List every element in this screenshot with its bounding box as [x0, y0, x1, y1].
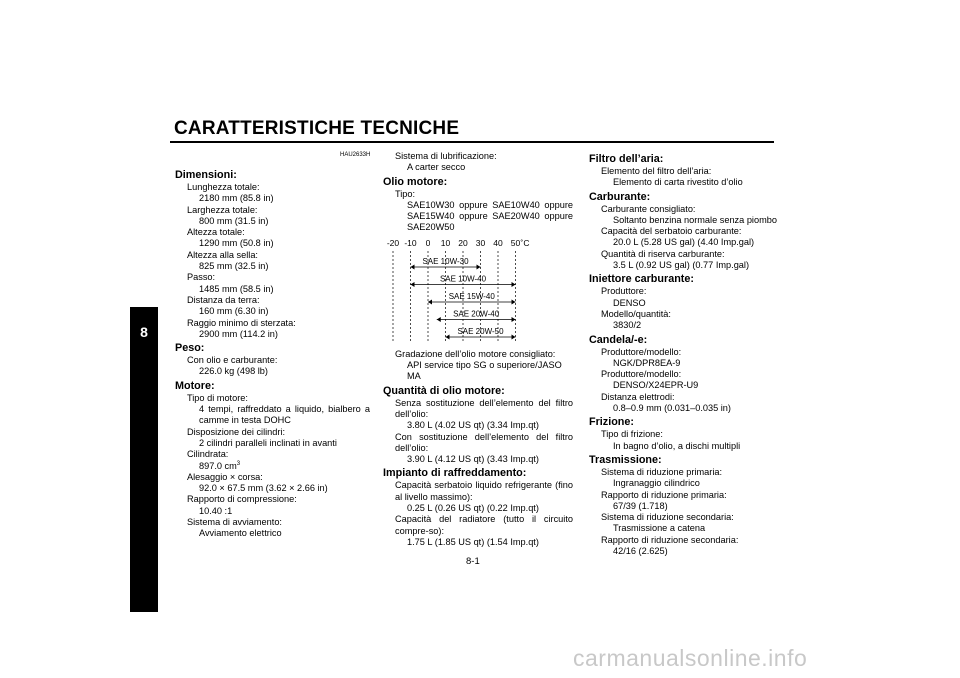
label: Sistema di riduzione primaria:: [601, 466, 723, 477]
heading-carburante: Carburante:: [589, 190, 651, 203]
temp-tick-label: -20: [386, 237, 400, 248]
chapter-tab: [130, 307, 158, 612]
grade-label: SAE 10W-40: [439, 274, 487, 284]
grade-label: SAE 15W-40: [448, 291, 495, 301]
heading-frizione: Frizione:: [589, 416, 634, 429]
heading-motore: Motore:: [175, 379, 215, 392]
value: 92.0 × 67.5 mm (3.62 × 2.66 in): [199, 483, 328, 494]
label: Capacità serbatoio liquido refrigerante (fino al livello massimo):: [395, 480, 573, 502]
heading-quantita-olio: Quantità di olio motore:: [383, 384, 505, 397]
grade-label: SAE 10W-30: [422, 256, 469, 266]
cylinder-value: 897.0 cm: [199, 460, 237, 471]
heading-peso: Peso:: [175, 342, 205, 355]
heading-candela: Candela/-e:: [589, 333, 648, 346]
label: Con sostituzione dell’elemento del filtro dell’olio:: [395, 431, 573, 453]
value: 42/16 (2.625): [613, 546, 668, 557]
temp-tick-label: 10: [440, 237, 451, 248]
label: Altezza alla sella:: [187, 249, 258, 260]
label: Rapporto di riduzione primaria:: [601, 489, 727, 500]
grade-arrow-left: [437, 317, 441, 322]
value: 2900 mm (114.2 in): [199, 328, 278, 339]
heading-iniettore: Iniettore carburante:: [589, 273, 694, 286]
label: Gradazione dell’olio motore consigliato:: [395, 348, 556, 359]
grade-arrow-left: [428, 299, 432, 304]
grade-arrow-left: [411, 282, 415, 287]
label: Rapporto di riduzione secondaria:: [601, 534, 739, 545]
value: 3.80 L (4.02 US qt) (3.34 Imp.qt): [407, 420, 539, 431]
value: 10.40 :1: [199, 505, 233, 516]
value: 4 tempi, raffreddato a liquido, bialbero a camme in testa DOHC: [199, 404, 370, 426]
label: Sistema di avviamento:: [187, 517, 282, 528]
temp-tick-label: 20: [458, 237, 468, 248]
label: Raggio minimo di sterzata:: [187, 317, 296, 328]
label: Elemento del filtro dell’aria:: [601, 166, 712, 176]
value: A carter secco: [407, 162, 466, 173]
label: Produttore:: [601, 286, 647, 297]
label: Altezza totale:: [187, 227, 245, 238]
temp-tick-label: 0: [425, 237, 431, 248]
label: Passo:: [187, 272, 216, 283]
heading-filtro-aria: Filtro dell’aria:: [589, 153, 664, 165]
column-1: [175, 167, 370, 540]
value: [175, 461, 370, 472]
grade-arrow-right: [512, 334, 516, 339]
label: Con olio e carburante:: [187, 355, 278, 366]
chapter-number: 8: [140, 324, 148, 340]
heading-dimensioni: Dimensioni:: [175, 169, 237, 181]
value: DENSO: [613, 297, 646, 308]
label: Tipo:: [395, 188, 416, 199]
grade-arrow-right: [512, 282, 516, 287]
label: Alesaggio × corsa:: [187, 471, 263, 482]
value: 226.0 kg (498 lb): [199, 366, 268, 377]
footer-watermark: carmanualsonline.info: [573, 645, 808, 671]
value: Soltanto benzina normale senza piombo: [613, 214, 777, 225]
label: Rapporto di compressione:: [187, 494, 297, 505]
heading-trasmissione: Trasmissione:: [589, 453, 662, 466]
label: Tipo di frizione:: [601, 429, 663, 440]
value: API service tipo SG o superiore/JASO MA: [407, 360, 562, 382]
grade-arrow-left: [446, 334, 450, 339]
value: 160 mm (6.30 in): [199, 306, 269, 317]
grade-arrow-right: [512, 317, 516, 322]
value: 20.0 L (5.28 US gal) (4.40 Imp.gal): [613, 237, 755, 248]
heading-olio-motore: Olio motore:: [383, 175, 448, 188]
heading-raffreddamento: Impianto di raffreddamento:: [383, 467, 527, 480]
label: Modello/quantità:: [601, 308, 671, 319]
value: 0.8–0.9 mm (0.031–0.035 in): [613, 403, 731, 414]
label: Senza sostituzione dell’elemento del filtro dell’olio:: [395, 397, 573, 419]
value: Elemento di carta rivestito d’olio: [613, 177, 743, 188]
value: DENSO/X24EPR-U9: [613, 380, 699, 391]
label: Tipo di motore:: [187, 392, 248, 403]
value: 3.90 L (4.12 US qt) (3.43 Imp.qt): [407, 454, 539, 465]
column-2: [383, 151, 573, 548]
label: Lunghezza totale:: [187, 182, 260, 192]
value: 3830/2: [613, 320, 642, 331]
label: Capacità del serbatoio carburante:: [601, 226, 742, 237]
value: 2180 mm (85.8 in): [199, 193, 274, 204]
label: Sistema di riduzione secondaria:: [601, 512, 734, 523]
grade-label: SAE 20W-50: [457, 326, 504, 336]
grade-label: SAE 20W-40: [453, 309, 500, 319]
value: 1485 mm (58.5 in): [199, 283, 274, 294]
temp-tick-label: 50: [510, 237, 521, 248]
value: 1.75 L (1.85 US qt) (1.54 Imp.qt): [407, 536, 539, 547]
value: Ingranaggio cilindrico: [613, 478, 700, 489]
label: Sistema di lubrificazione:: [395, 151, 497, 161]
value: 1290 mm (50.8 in): [199, 238, 274, 249]
label: Distanza da terra:: [187, 294, 260, 305]
value: 0.25 L (0.26 US qt) (0.22 Imp.qt): [407, 503, 539, 514]
value: Trasmissione a catena: [613, 523, 706, 534]
temp-unit-label: ˚C: [520, 237, 530, 248]
value: 800 mm (31.5 in): [199, 215, 269, 226]
temp-tick-label: -10: [404, 237, 417, 248]
title-rule: [170, 141, 774, 143]
value: In bagno d’olio, a dischi multipli: [613, 440, 741, 451]
label: Larghezza totale:: [187, 204, 258, 215]
label: Carburante consigliato:: [601, 203, 696, 214]
document-code: HAU2633H: [340, 152, 371, 158]
value: NGK/DPR8EA-9: [613, 357, 681, 368]
label: Distanza elettrodi:: [601, 391, 675, 402]
temp-tick-label: 30: [475, 237, 486, 248]
label: Disposizione dei cilindri:: [187, 426, 286, 437]
label: Quantità di riserva carburante:: [601, 248, 725, 259]
temp-tick-label: 40: [493, 237, 503, 248]
grade-arrow-right: [477, 264, 481, 269]
value: Avviamento elettrico: [199, 528, 282, 539]
value: 67/39 (1.718): [613, 500, 668, 511]
page-number: 8-1: [466, 556, 480, 567]
value: 2 cilindri paralleli inclinati in avanti: [199, 437, 337, 448]
column-3: [589, 151, 779, 557]
label: Cilindrata:: [187, 449, 229, 460]
superscript: 3: [236, 460, 241, 467]
page-title: CARATTERISTICHE TECNICHE: [174, 118, 460, 139]
label: Capacità del radiatore (tutto il circuito compre-so):: [395, 514, 573, 536]
value: 825 mm (32.5 in): [199, 261, 269, 272]
value: SAE10W30 oppure SAE10W40 oppure SAE15W40 oppure SAE20W40 oppure SAE20W50: [407, 199, 573, 233]
grade-arrow-right: [512, 299, 516, 304]
label: Produttore/modello:: [601, 369, 682, 380]
value: 3.5 L (0.92 US gal) (0.77 Imp.gal): [613, 260, 750, 271]
grade-arrow-left: [411, 264, 415, 269]
label: Produttore/modello:: [601, 346, 682, 357]
oil-viscosity-chart: [383, 237, 573, 347]
